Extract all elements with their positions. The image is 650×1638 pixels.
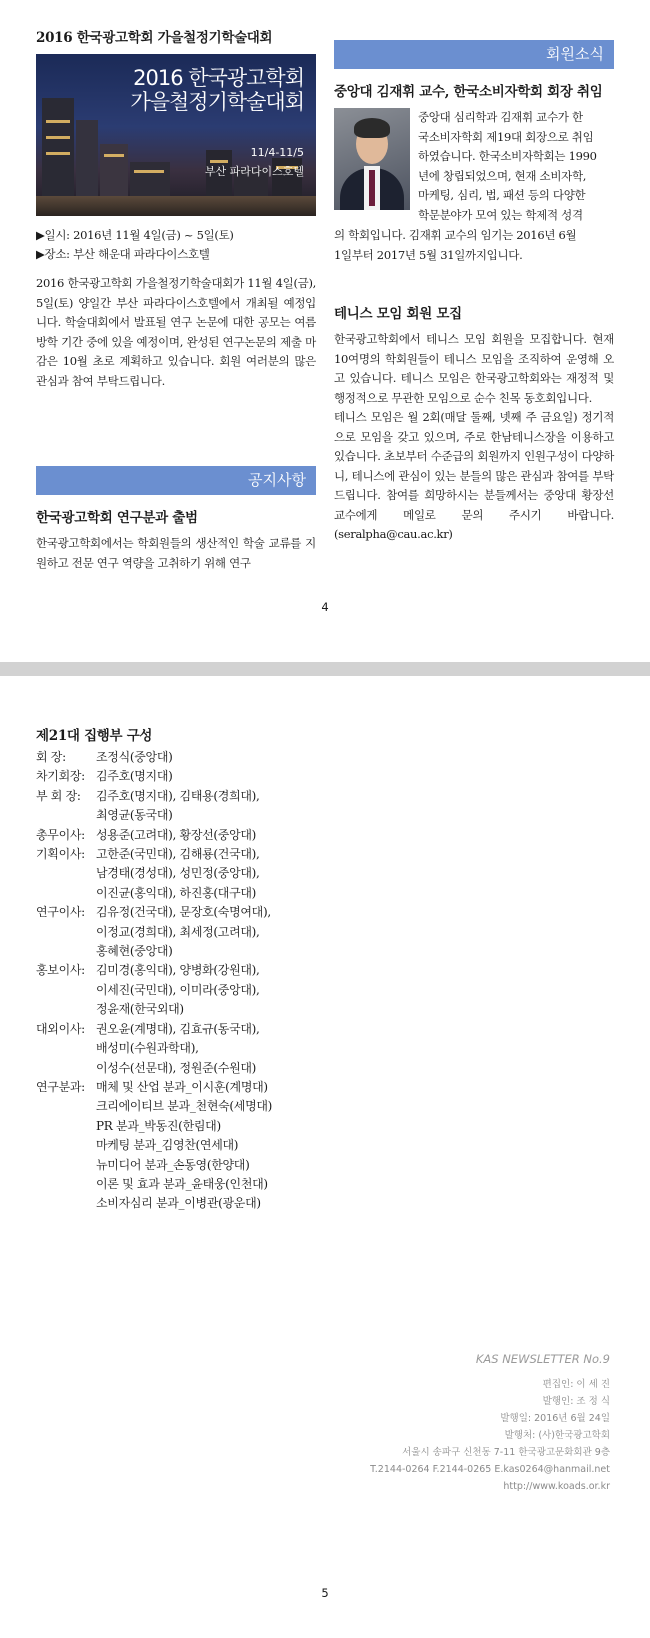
exec-names: 김유정(건국대), 문장호(숙명여대), — [96, 905, 271, 920]
exec-role: 총무이사: — [36, 827, 85, 842]
exec-names: PR 분과_박동진(한림대) — [96, 1118, 221, 1133]
exec-names: 김주호(명지대), 김태용(경희대), — [96, 788, 260, 803]
exec-role: 회 장: — [36, 750, 66, 764]
conference-place: ▶장소: 부산 해운대 파라다이스호텔 — [36, 247, 210, 261]
exec-names: 최영균(동국대) — [96, 808, 173, 823]
exec-row — [36, 748, 272, 767]
notice-body: 한국광고학회에서는 학회원들의 생산적인 학술 교류를 지원하고 전문 연구 역량을 고취하기 위해 연구 — [36, 536, 316, 570]
exec-names: 이론 및 효과 분과_윤태웅(인천대) — [96, 1176, 268, 1191]
exec-names: 이성수(선문대), 정원준(수원대) — [96, 1060, 257, 1075]
exec-role: 대외이사: — [36, 1021, 85, 1036]
conference-info — [36, 226, 316, 264]
colophon-url[interactable]: http://www.koads.or.kr — [503, 1481, 610, 1492]
exec-names: 뉴미디어 분과_손동영(한양대) — [96, 1157, 250, 1172]
exec-role: 연구이사: — [36, 905, 85, 920]
member-news-line-8: 1일부터 2017년 5월 31일까지입니다. — [334, 247, 523, 262]
banner-venue: 부산 파라다이스호텔 — [204, 165, 304, 178]
exec-names: 매체 및 산업 분과_이시훈(계명대) — [96, 1079, 268, 1094]
newsletter-page-5 — [0, 676, 650, 1638]
colophon-issuer: 발행처: (사)한국광고학회 — [504, 1430, 610, 1441]
exec-names: 고한준(국민대), 김해룡(건국대), — [96, 847, 260, 862]
conference-date: ▶일시: 2016년 11월 4일(금) ~ 5일(토) — [36, 228, 234, 242]
colophon-editor: 편집인: 이 세 진 — [542, 1379, 610, 1390]
page-number: 4 — [321, 600, 329, 614]
colophon-contact: T.2144-0264 F.2144-0265 E.kas0264@hanmail.net — [370, 1464, 610, 1475]
exec-names: 마케팅 분과_김영찬(연세대) — [96, 1138, 239, 1153]
member-news-section — [334, 80, 614, 265]
exec-row — [36, 826, 272, 845]
exec-row — [36, 787, 272, 826]
member-news-line-4: 년에 창립되었으며, 현재 소비자학, — [418, 168, 587, 183]
member-news-title: 중앙대 김재휘 교수, 한국소비자학회 회장 취임 — [334, 84, 603, 100]
exec-names: 남경태(경성대), 성민정(중앙대), — [96, 866, 260, 881]
notice-section — [36, 506, 316, 573]
exec-names: 소비자심리 분과_이병관(광운대) — [96, 1196, 261, 1211]
exec-role: 부 회 장: — [36, 788, 81, 803]
exec-names: 이진균(홍익대), 하진홍(대구대) — [96, 885, 257, 900]
exec-names: 김미경(홍익대), 양병화(강원대), — [96, 963, 260, 978]
exec-names: 이정교(경희대), 최세정(고려대), — [96, 924, 260, 939]
notice-title: 한국광고학회 연구분과 출범 — [36, 510, 198, 526]
conference-body: 2016 한국광고학회 가을철정기학술대회가 11월 4일(금), 5일(토) 양일간 부산 파라다이스호텔에서 개최될 예정입니다. 학술대회에서 발표될 연구 논문에 대한 공모는 여름 방학 기간 중에 있을 예정이며, 완성된 연구논문의 제출 마감은 10월 초로 계획하고 있습니다. 회원 여러분의 많은 관심과 참여 부탁드립니다. — [36, 276, 316, 388]
exec-names: 김주호(명지대) — [96, 769, 173, 784]
newsletter-page-4 — [0, 0, 650, 662]
banner-dates: 11/4-11/5 — [250, 146, 304, 159]
member-news-line-2: 국소비자학회 제19대 회장으로 취임 — [418, 129, 594, 144]
tennis-body: 한국광고학회에서 테니스 모임 회원을 모집합니다. 현재 10여명의 학회원들이 테니스 모임을 조직하여 운영해 오고 있습니다. 테니스 모임은 한국광고학회와는 재정적 및 행정적으로 무관한 모임으로 순수 친목 동호회입니다. — [334, 332, 614, 405]
exec-row — [36, 1078, 272, 1214]
exec-names: 크리에이티브 분과_천현숙(세명대) — [96, 1099, 273, 1114]
exec-title: 제21대 집행부 구성 — [36, 728, 153, 744]
colophon-publisher: 발행인: 조 정 식 — [542, 1396, 610, 1407]
exec-role: 기획이사: — [36, 847, 85, 862]
member-news-line-3: 하였습니다. 한국소비자학회는 1990 — [418, 149, 597, 163]
colophon — [370, 1352, 610, 1495]
exec-row — [36, 961, 272, 1019]
exec-row — [36, 845, 272, 903]
exec-names: 이세진(국민대), 이미라(중앙대), — [96, 982, 260, 997]
page-number: 5 — [321, 1586, 329, 1600]
exec-row — [36, 1020, 272, 1078]
exec-names: 조정식(중앙대) — [96, 750, 173, 764]
notice-section-bar: 공지사항 — [36, 466, 316, 495]
conference-section — [36, 26, 316, 391]
conference-banner-image — [36, 54, 316, 216]
portrait-photo — [334, 108, 410, 210]
tennis-section — [334, 302, 614, 545]
member-news-line-7: 의 학회입니다. 김재휘 교수의 임기는 2016년 6월 — [334, 228, 577, 242]
member-news-line-5: 마케팅, 심리, 법, 패션 등의 다양한 — [418, 188, 586, 202]
exec-row — [36, 903, 272, 961]
exec-row — [36, 767, 272, 786]
exec-role: 연구분과: — [36, 1079, 85, 1094]
colophon-address: 서울시 송파구 신천동 7-11 한국광고문화회관 9층 — [402, 1447, 610, 1458]
banner-headline: 2016 한국광고학회 가을철정기학술대회 — [130, 66, 304, 114]
exec-names: 배성미(수원과학대), — [96, 1041, 199, 1056]
colophon-head: KAS NEWSLETTER No.9 — [475, 1352, 610, 1366]
page-separator — [0, 662, 650, 676]
exec-names: 홍혜현(중앙대) — [96, 944, 173, 959]
exec-names: 권오윤(계명대), 김효규(동국대), — [96, 1021, 260, 1036]
colophon-date: 발행일: 2016년 6월 24일 — [500, 1413, 610, 1424]
conference-title: 2016 한국광고학회 가을철정기학술대회 — [36, 30, 273, 46]
exec-role: 차기회장: — [36, 769, 85, 784]
exec-names: 정윤재(한국외대) — [96, 1002, 184, 1017]
member-news-line-6: 학문분야가 모여 있는 학제적 성격 — [418, 207, 583, 222]
member-news-line-1: 중앙대 심리학과 김재휘 교수가 한 — [418, 110, 583, 124]
member-news-section-bar: 회원소식 — [334, 40, 614, 69]
exec-role: 홍보이사: — [36, 963, 85, 978]
tennis-title: 테니스 모임 회원 모집 — [334, 306, 462, 322]
tennis-body-2: 테니스 모임은 월 2회(매달 둘째, 넷째 주 금요일) 정기적으로 모임을 갖고 있으며, 주로 한남테니스장을 이용하고 있습니다. 초보부터 수준급의 회원까지 인원구성이 다양하니, 테니스에 관심이 있는 분들의 많은 관심과 참여를 부탁드립니다. 참여를 희망하시는 분들께서는 중앙대 황장선 교수에게 메일로 문의 주시기 바랍니다.(seralpha@cau.ac.kr) — [334, 410, 614, 541]
exec-names: 성용준(고려대), 황장선(중앙대) — [96, 827, 257, 842]
exec-list — [36, 748, 272, 1214]
